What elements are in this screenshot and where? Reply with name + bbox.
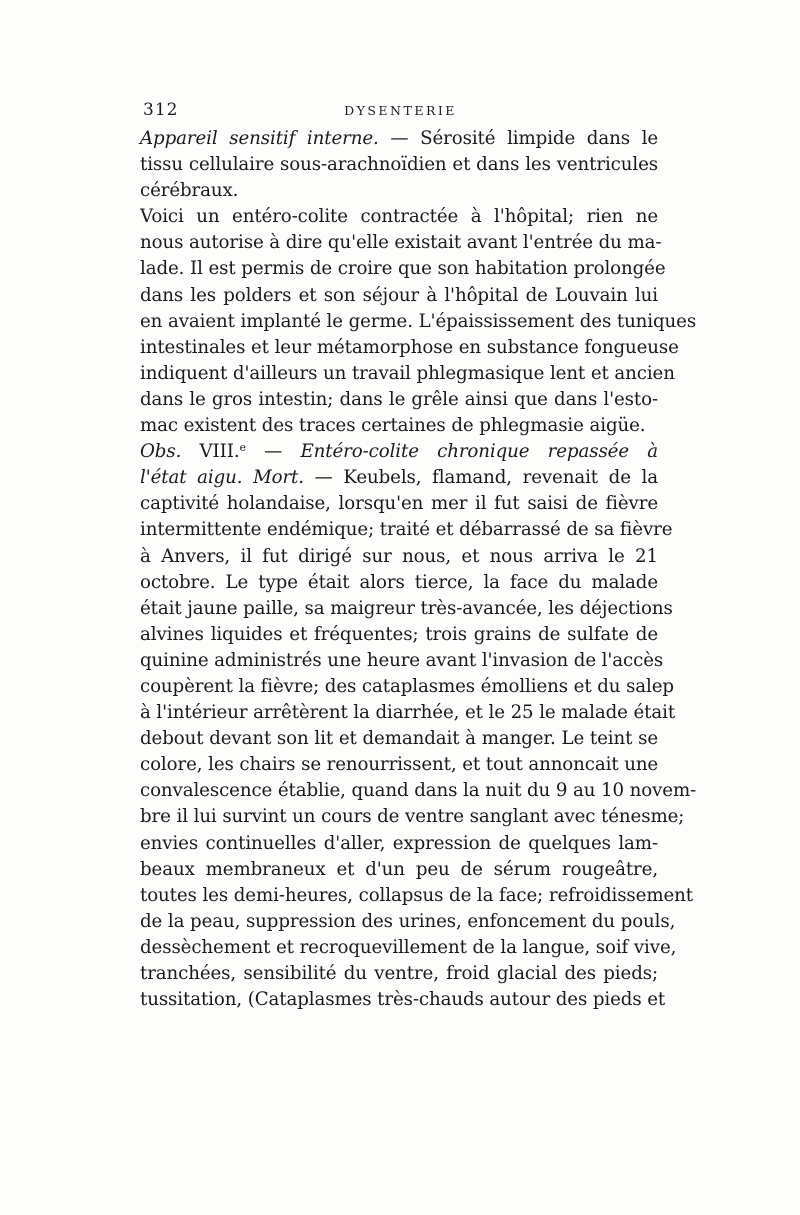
text-segment: intermittente endémique; traité et débarrassé de sa fièvre [140,519,673,541]
text-line [140,909,676,935]
running-head [143,100,658,122]
text-segment: toutes les demi-heures, collapsus de la face; refroidissement [140,884,693,906]
text-line [140,961,658,987]
text-segment: VIII. [181,441,240,463]
text-line [140,987,666,1013]
text-segment: — Sérosité limpide dans le [378,128,658,149]
italic-text: Entéro-colite chronique repassée à [300,441,658,463]
text-line [140,622,658,648]
text-line [140,126,658,152]
text-line [140,152,658,178]
text-segment: convalescence établie, quand dans la nuit du 9 au 10 novem- [140,780,697,802]
text-segment: tussitation, (Cataplasmes très-chauds autour des pieds et [140,989,666,1011]
text-line [140,831,658,857]
italic-text: Appareil sensitif interne. [140,128,379,149]
text-segment: debout devant son lit et demandait à manger. Le teint se [140,728,658,750]
text-segment: lade. Il est permis de croire que son habitation prolongée [140,258,666,280]
text-line [140,674,674,700]
text-line [140,491,658,517]
text-segment: envies continuelles d'aller, expression de quelques lam- [140,832,658,854]
text-line [140,387,658,413]
text-segment: indiquent d'ailleurs un travail phlegmasique lent et ancien [140,362,675,384]
text-segment: dans le gros intestin; dans le grêle ainsi que dans l'esto- [140,388,658,410]
text-line [140,204,658,230]
text-line [140,256,666,282]
text-segment: de la peau, suppression des urines, enfoncement du pouls, [140,910,676,932]
text-line [140,335,679,361]
text-segment: — [245,441,301,463]
text-line [140,804,685,830]
text-line [140,570,658,596]
text-line [140,178,658,204]
text-line [140,596,673,622]
text-segment: dans les polders et son séjour à l'hôpital de Louvain lui [140,284,658,306]
running-title: DYSENTERIE [344,103,457,118]
page-number: 312 [143,100,179,120]
text-line [140,413,658,439]
text-segment: nous autorise à dire qu'elle existait avant l'entrée du ma- [140,232,662,254]
text-line [140,883,693,909]
text-line [140,544,658,570]
text-line [140,439,658,465]
text-segment: beaux membraneux et d'un peu de sérum rougeâtre, [140,858,658,880]
text-line [140,465,658,491]
text-segment: captivité holandaise, lorsqu'en mer il fut saisi de fièvre [140,493,658,515]
text-segment: cérébraux. [140,180,239,202]
text-segment: quinine administrés une heure avant l'invasion de l'accès [140,649,664,671]
text-line [140,752,658,778]
text-line [140,648,664,674]
text-line [140,230,662,256]
text-segment: Voici un entéro-colite contractée à l'hôpital; rien ne [140,206,658,228]
italic-text: Obs. [140,441,182,463]
text-segment: intestinales et leur métamorphose en substance fongueuse [140,336,679,358]
text-segment: alvines liquides et fréquentes; trois grains de sulfate de [140,623,658,645]
text-segment: à l'intérieur arrêtèrent la diarrhée, et le 25 le malade était [140,702,676,724]
text-line [140,778,697,804]
text-segment: en avaient implanté le germe. L'épaississement des tuniques [140,310,697,332]
text-segment: bre il lui survint un cours de ventre sanglant avec ténesme; [140,806,685,828]
text-segment: colore, les chairs se renourrissent, et tout annoncait une [140,754,659,776]
text-segment: mac existent des traces certaines de phlegmasie aigüe. [140,415,646,437]
text-segment: à Anvers, il fut dirigé sur nous, et nous arriva le 21 [140,545,658,567]
text-line [140,283,658,309]
italic-text: l'état aigu. Mort. [140,467,304,489]
superscript-text: e [239,441,246,455]
text-segment: tranchées, sensibilité du ventre, froid glacial des pieds; [140,963,658,984]
text-line [140,309,697,335]
text-line [140,517,673,543]
text-segment: tissu cellulaire sous-arachnoïdien et dans les ventricules [140,154,658,176]
text-line [140,935,677,961]
text-segment: dessèchement et recroquevillement de la langue, soif vive, [140,936,677,958]
text-segment: — Keubels, flamand, revenait de la [303,467,658,489]
text-line [140,700,676,726]
body-text [140,126,697,1013]
text-segment: coupèrent la fièvre; des cataplasmes émolliens et du salep [140,675,674,697]
text-line [140,857,658,883]
text-segment: était jaune paille, sa maigreur très-avancée, les déjections [140,597,673,619]
text-line [140,726,658,752]
text-line [140,361,675,387]
text-segment: octobre. Le type était alors tierce, la face du malade [140,571,658,593]
